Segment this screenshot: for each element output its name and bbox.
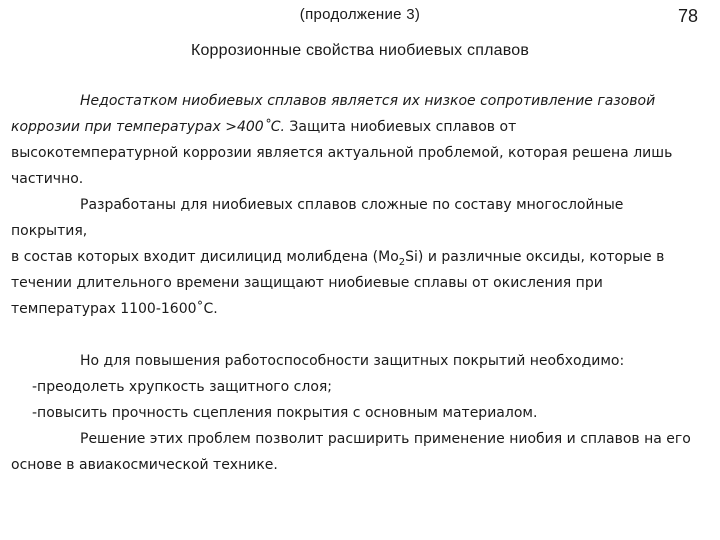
slide-title: Коррозионные свойства ниобиевых сплавов — [190, 42, 530, 59]
paragraph-1-line-2-rest: Защита ниобиевых сплавов от — [284, 119, 517, 135]
paragraph-1-line-3: высокотемпературной коррозии является актуальной проблемой, которая решена лишь — [11, 145, 673, 161]
paragraph-1-line-4: частично. — [11, 171, 84, 187]
paragraph-4-line-2: основе в авиакосмической технике. — [11, 457, 278, 473]
list-item-2: -повысить прочность сцепления покрытия с основным материалом. — [32, 405, 538, 421]
paragraph-gap — [11, 322, 711, 348]
paragraph-2-line-5: температурах 1100-1600˚С. — [11, 301, 218, 317]
body-text — [11, 88, 711, 478]
paragraph-2-line-3-a: в состав которых входит дисилицид молибдена (Mo — [11, 249, 399, 265]
paragraph-2-line-1: Разработаны для ниобиевых сплавов сложные по составу многослойные — [80, 197, 624, 213]
paragraph-4-line-1: Решение этих проблем позволит расширить применение ниобия и сплавов на его — [80, 431, 691, 447]
paragraph-2-line-3-b: Si) и различные оксиды, которые в — [405, 249, 665, 265]
paragraph-2-line-2: покрытия, — [11, 223, 88, 239]
paragraph-2-line-3 — [11, 244, 711, 270]
page-number: 78 — [678, 6, 699, 26]
formula-subscript: 2 — [398, 256, 406, 268]
paragraph-1-line-2 — [11, 114, 711, 140]
paragraph-2-line-4: течении длительного времени защищают ниобиевые сплавы от окисления при — [11, 275, 603, 291]
paragraph-3-line-1: Но для повышения работоспособности защитных покрытий необходимо: — [80, 353, 625, 369]
temperature-emphasis: коррозии при температурах >400˚С. — [11, 119, 285, 135]
slide-subtitle: (продолжение 3) — [299, 6, 421, 23]
list-item-1: -преодолеть хрупкость защитного слоя; — [32, 379, 333, 395]
paragraph-1-line-1: Недостатком ниобиевых сплавов является их низкое сопротивление газовой — [80, 93, 656, 109]
